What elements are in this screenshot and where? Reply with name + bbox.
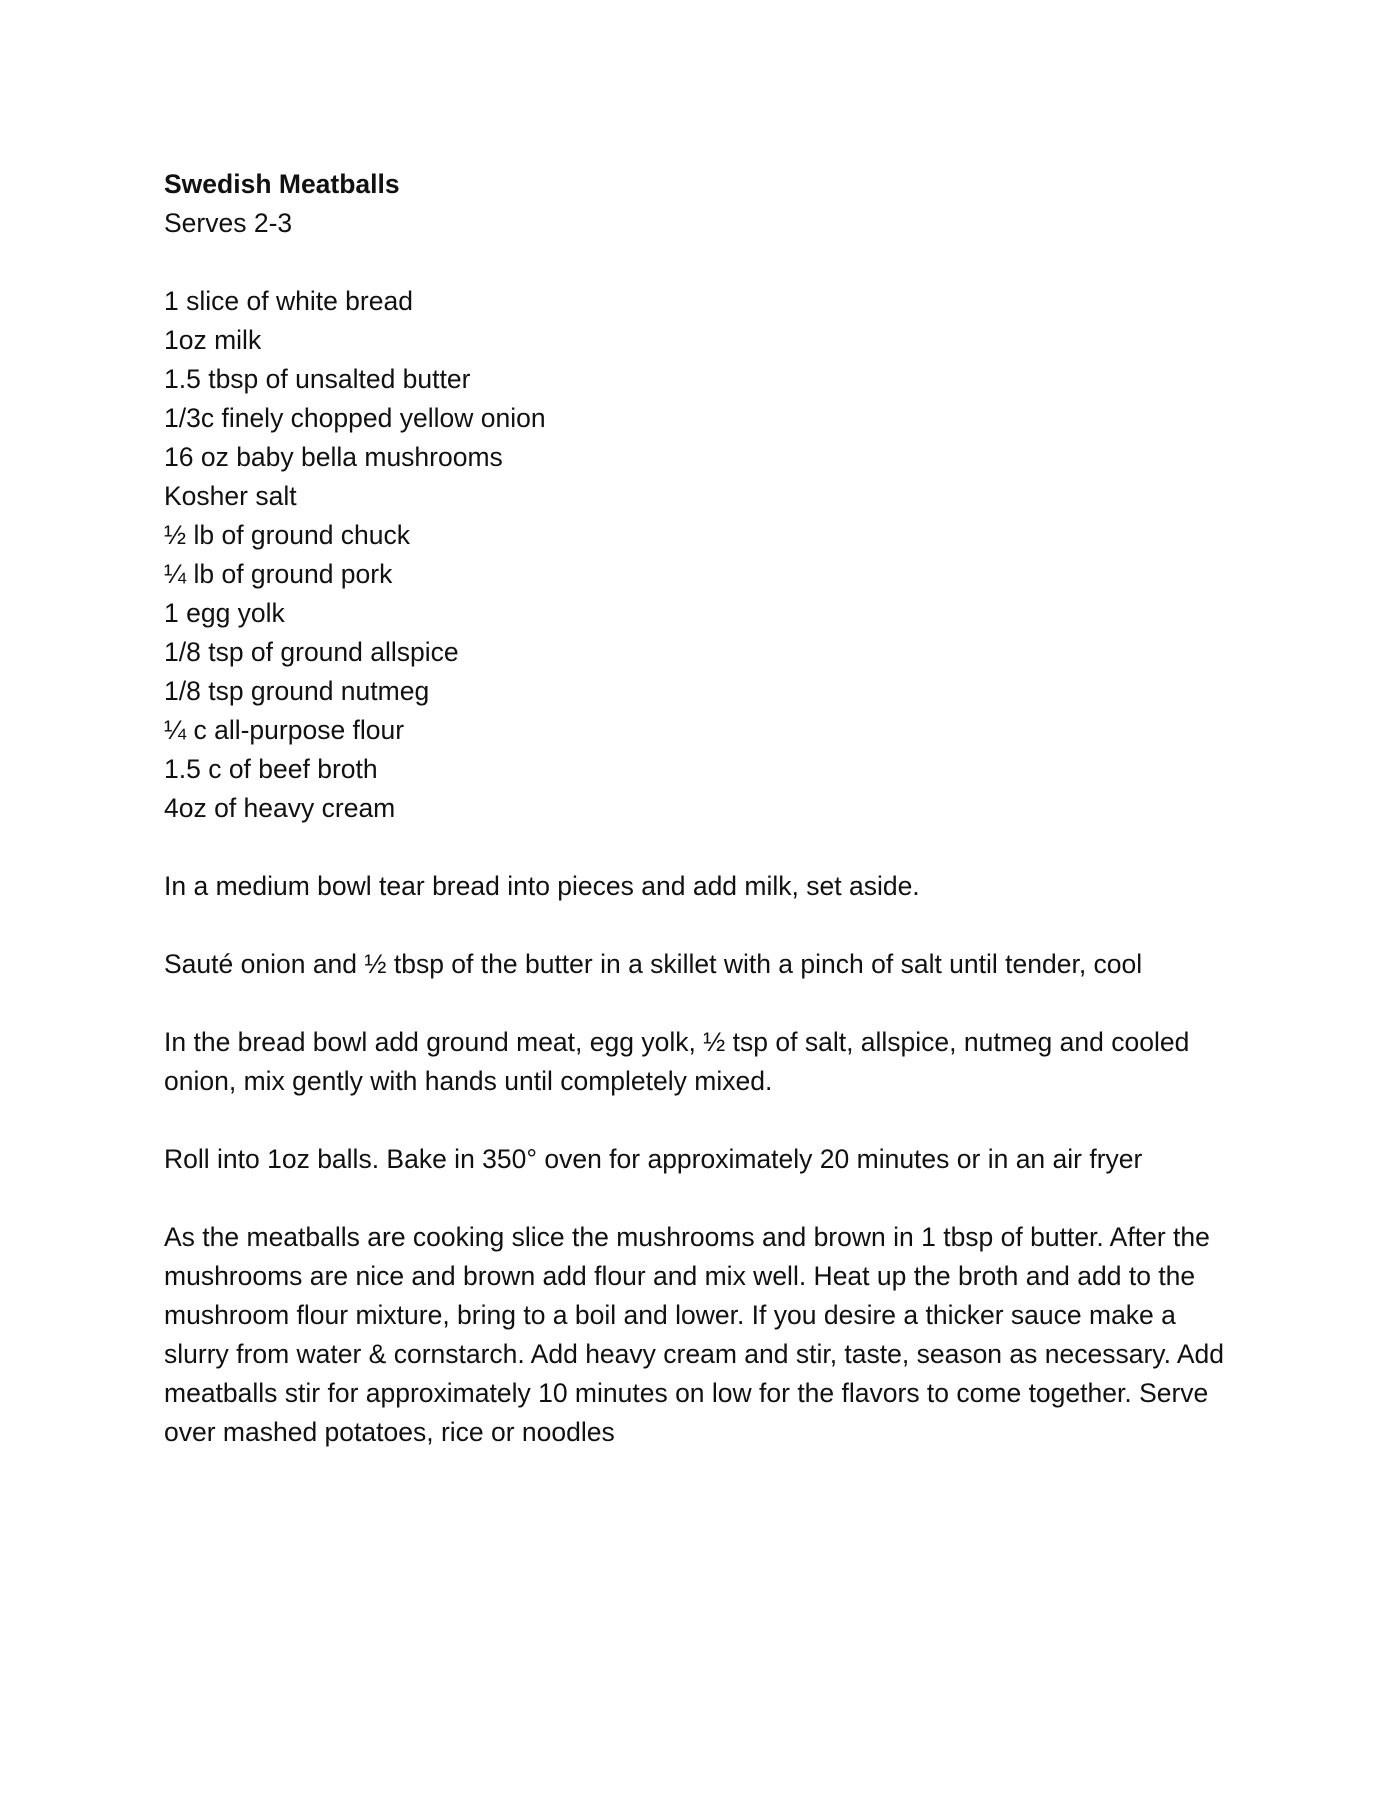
ingredient-item: ½ lb of ground chuck bbox=[164, 520, 411, 550]
ingredient-item: 1 egg yolk bbox=[164, 598, 285, 628]
ingredient-item: ¼ lb of ground pork bbox=[164, 559, 393, 589]
instruction-step: In the bread bowl add ground meat, egg yolk, ½ tsp of salt, allspice, nutmeg and cooled onion, mix gently with hands until completely mixed. bbox=[164, 1027, 1190, 1096]
ingredient-item: 1/8 tsp of ground allspice bbox=[164, 637, 459, 667]
ingredient-list bbox=[164, 282, 1244, 828]
ingredient-item: 4oz of heavy cream bbox=[164, 793, 396, 823]
recipe-content bbox=[164, 165, 1244, 1491]
instruction-step: As the meatballs are cooking slice the mushrooms and brown in 1 tbsp of butter. After the mushrooms are nice and brown add flour and mix well. Heat up the broth and add to the mushroom flour mixture, bring to a boil and lower. If you desire a thicker sauce make a slurry from water & cornstarch. Add heavy cream and stir, taste, season as necessary. Add meatballs stir for approximately 10 minutes on low for the flavors to come together. Serve over mashed potatoes, rice or noodles bbox=[164, 1222, 1224, 1447]
ingredient-item: 1.5 c of beef broth bbox=[164, 754, 378, 784]
ingredient-item: 1.5 tbsp of unsalted butter bbox=[164, 364, 471, 394]
instruction-step: Roll into 1oz balls. Bake in 350° oven for approximately 20 minutes or in an air fryer bbox=[164, 1144, 1143, 1174]
recipe-title: Swedish Meatballs bbox=[164, 169, 400, 199]
instruction-step: Sauté onion and ½ tbsp of the butter in a skillet with a pinch of salt until tender, cool bbox=[164, 949, 1143, 979]
ingredient-item: 1oz milk bbox=[164, 325, 262, 355]
spacer bbox=[164, 828, 1244, 867]
ingredient-item: ¼ c all-purpose flour bbox=[164, 715, 405, 745]
ingredient-item: 16 oz baby bella mushrooms bbox=[164, 442, 503, 472]
ingredient-item: 1 slice of white bread bbox=[164, 286, 413, 316]
ingredient-item: 1/8 tsp ground nutmeg bbox=[164, 676, 430, 706]
ingredient-item: Kosher salt bbox=[164, 481, 297, 511]
spacer bbox=[164, 243, 1244, 282]
recipe-serves: Serves 2-3 bbox=[164, 208, 293, 238]
ingredient-item: 1/3c finely chopped yellow onion bbox=[164, 403, 546, 433]
instruction-step: In a medium bowl tear bread into pieces and add milk, set aside. bbox=[164, 871, 920, 901]
